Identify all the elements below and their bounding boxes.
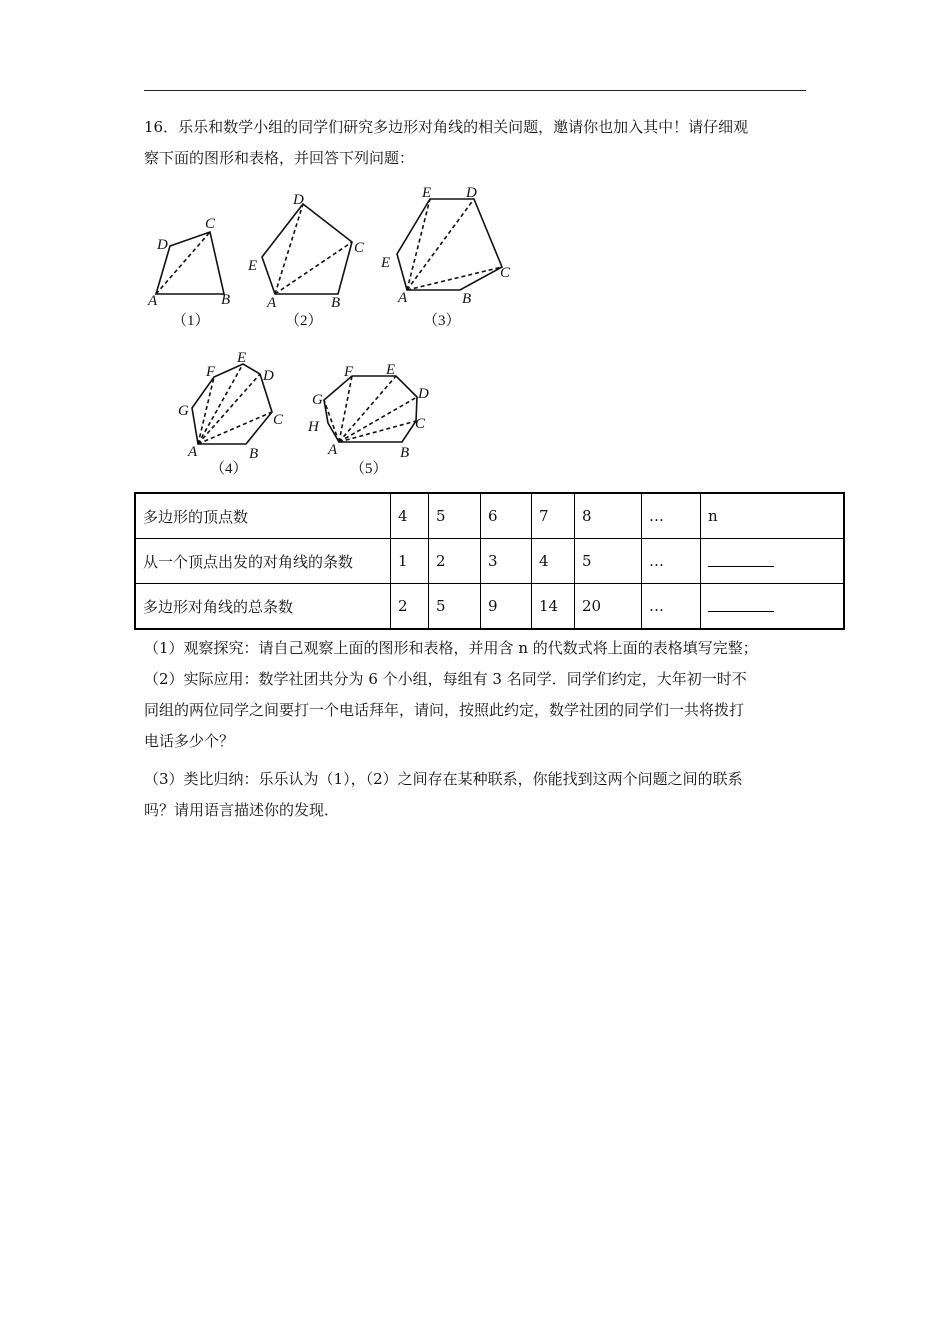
table-cell: 6 <box>481 493 532 539</box>
table-cell: 3 <box>481 539 532 584</box>
vertex-label: D <box>157 237 168 253</box>
question-2-line-1: （2）实际应用：数学社团共分为 6 个小组，每组有 3 名同学．同学们约定，大年初一时不 <box>144 670 747 688</box>
vertex-label: C <box>415 416 426 432</box>
table-cell: 2 <box>429 539 481 584</box>
table-cell: 1 <box>391 539 429 584</box>
vertex-label: C <box>273 412 284 428</box>
figure-caption: （1） <box>172 313 210 329</box>
figure-3-polygon <box>397 199 502 290</box>
table-cell: … <box>642 539 701 584</box>
figure-3-diagonal-1 <box>407 199 430 290</box>
table-cell: 14 <box>532 584 575 630</box>
table-cell: 8 <box>575 493 642 539</box>
vertex-label: E <box>237 350 247 366</box>
figure-caption: （5） <box>350 461 388 477</box>
figure-2-polygon <box>262 204 352 294</box>
vertex-label: A <box>188 444 198 460</box>
table-cell: … <box>642 493 701 539</box>
table-row <box>135 493 844 539</box>
vertex-label: E <box>386 362 396 378</box>
figure-4-diagonal-2 <box>198 364 243 444</box>
table-cell: 20 <box>575 584 642 630</box>
vertex-label: F <box>206 364 216 380</box>
vertex-label: A <box>328 442 338 458</box>
row-label: 多边形对角线的总条数 <box>135 584 391 630</box>
question-2-line-2: 同组的两位同学之间要打一个电话拜年，请问，按照此约定，数学社团的同学们一共将拨打 <box>144 701 745 719</box>
vertex-label: B <box>221 292 231 308</box>
table-cell: 5 <box>429 493 481 539</box>
vertex-label: E <box>381 255 391 271</box>
intro-line-2: 察下面的图形和表格，并回答下列问题： <box>144 149 415 167</box>
vertex-label: D <box>418 386 429 402</box>
question-2-line-3: 电话多少个？ <box>144 732 235 750</box>
vertex-label: B <box>331 295 341 311</box>
row-label: 从一个顶点出发的对角线的条数 <box>135 539 391 584</box>
vertex-label: A <box>398 290 408 306</box>
figure-4-diagonal-4 <box>198 412 272 444</box>
vertex-label: F <box>344 364 354 380</box>
vertex-label: B <box>400 445 410 461</box>
table-row <box>135 584 844 630</box>
answer-blank[interactable] <box>708 552 774 567</box>
question-3-line-2: 吗？请用语言描述你的发现． <box>144 801 340 819</box>
figure-5-polygon <box>324 376 417 442</box>
vertex-label: B <box>462 291 472 307</box>
row-label: 多边形的顶点数 <box>135 493 391 539</box>
question-2 <box>144 664 808 757</box>
table-cell: 4 <box>391 493 429 539</box>
polygon-figures <box>0 0 950 490</box>
question-1 <box>144 633 808 664</box>
vertex-label: E <box>248 258 258 274</box>
vertex-label: A <box>267 295 277 311</box>
question-3-line-1: （3）类比归纳：乐乐认为（1），（2）之间存在某种联系，你能找到这两个问题之间的联系 <box>144 770 743 788</box>
figure-caption: （3） <box>423 313 461 329</box>
answer-blank-cell[interactable] <box>701 584 845 630</box>
figure-5-diagonal-4 <box>339 397 417 442</box>
intro-line-1: 16．乐乐和数学小组的同学们研究多边形对角线的相关问题，邀请你也加入其中！请仔细观 <box>144 118 749 136</box>
table-cell: 2 <box>391 584 429 630</box>
table-row <box>135 539 844 584</box>
question-3 <box>144 764 808 826</box>
table-cell: n <box>701 493 845 539</box>
answer-blank[interactable] <box>708 597 774 612</box>
diagonal-count-table <box>134 492 845 630</box>
figure-5-diagonal-3 <box>339 376 396 442</box>
vertex-label: C <box>354 240 365 256</box>
vertex-label: B <box>249 446 259 462</box>
table-cell: 5 <box>429 584 481 630</box>
vertex-label: C <box>205 216 216 232</box>
table-cell: 4 <box>532 539 575 584</box>
vertex-label: E <box>422 185 432 201</box>
question-1-text: （1）观察探究：请自己观察上面的图形和表格，并用含 n 的代数式将上面的表格填写完整； <box>144 639 758 657</box>
vertex-label: C <box>500 265 511 281</box>
vertex-label: D <box>466 185 477 201</box>
figure-2-diagonal-1 <box>275 204 303 294</box>
vertex-label: G <box>312 392 323 408</box>
vertex-label: H <box>308 419 319 435</box>
vertex-label: D <box>293 192 304 208</box>
figure-4-diagonal-3 <box>198 374 260 444</box>
figure-5-diagonal-1 <box>324 400 339 442</box>
figure-4-polygon <box>192 364 272 444</box>
answer-blank-cell[interactable] <box>701 539 845 584</box>
vertex-label: A <box>148 293 158 309</box>
table-cell: … <box>642 584 701 630</box>
figure-caption: （4） <box>210 461 248 477</box>
table-cell: 7 <box>532 493 575 539</box>
figure-caption: （2） <box>285 313 323 329</box>
vertex-label: G <box>178 403 189 419</box>
vertex-label: D <box>263 368 274 384</box>
table-cell: 9 <box>481 584 532 630</box>
table-cell: 5 <box>575 539 642 584</box>
